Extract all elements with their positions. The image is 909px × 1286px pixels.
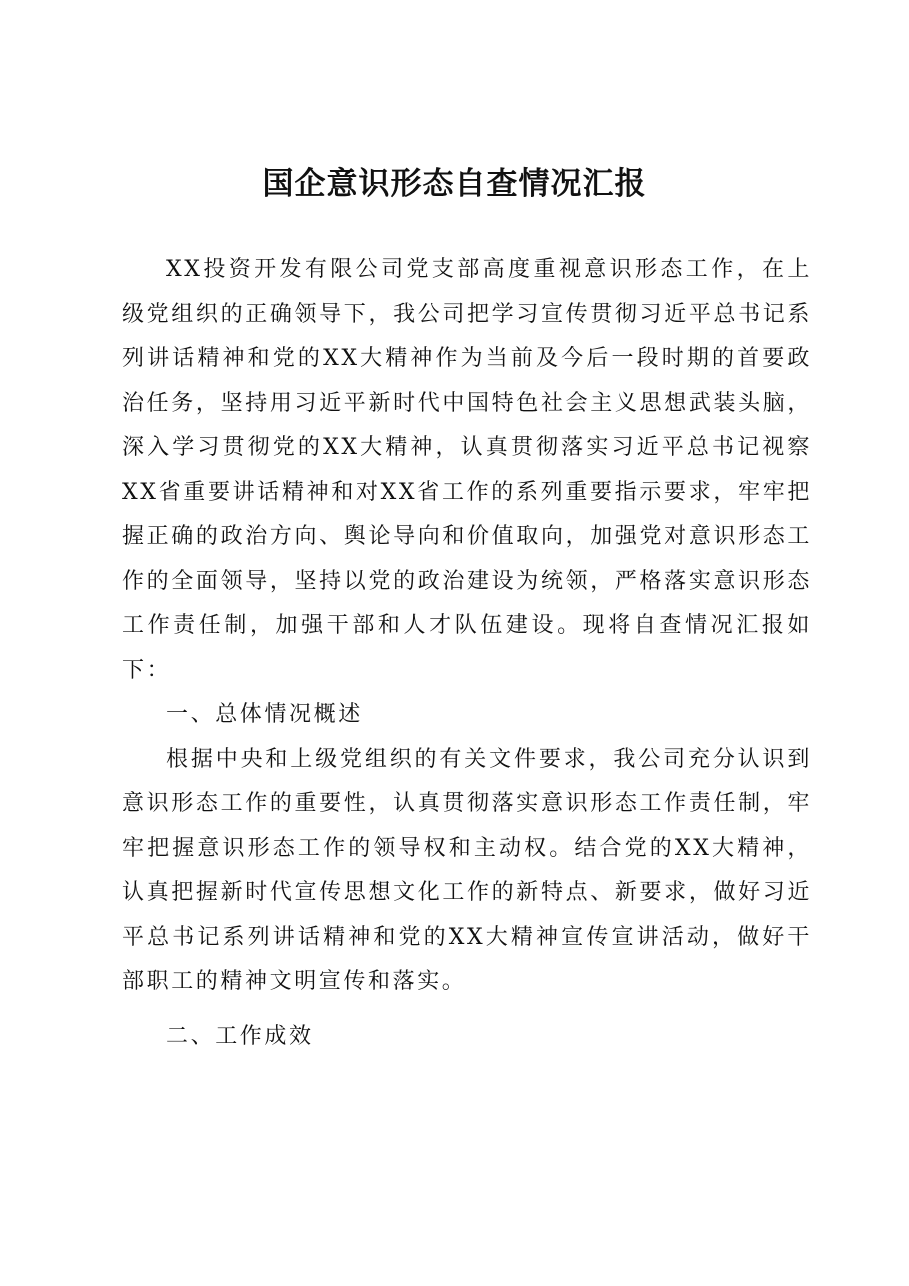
document-body xyxy=(122,248,812,1059)
section-heading-overview: 一、总体情况概述 xyxy=(166,702,363,727)
document-title: 国企意识形态自查情况汇报 xyxy=(262,166,647,202)
paragraph-overview: 根据中央和上级党组织的有关文件要求，我公司充分认识到意识形态工作的重要性，认真贯彻落实意识形态工作责任制，牢牢把握意识形态工作的领导权和主动权。结合党的XX大精神，认真把握新时代宣传思想文化工作的新特点、新要求，做好习近平总书记系列讲话精神和党的XX大精神宣传宣讲活动，做好干部职工的精神文明宣传和落实。 xyxy=(122,746,812,994)
section-heading-results: 二、工作成效 xyxy=(166,1023,314,1049)
paragraph-intro: XX投资开发有限公司党支部高度重视意识形态工作，在上级党组织的正确领导下，我公司把学习宣传贯彻习近平总书记系列讲话精神和党的XX大精神作为当前及今后一段时期的首要政治任务，坚持用习近平新时代中国特色社会主义思想武装头脑，深入学习贯彻党的XX大精神，认真贯彻落实习近平总书记视察XX省重要讲话精神和对XX省工作的系列重要指示要求，牢牢把握正确的政治方向、舆论导向和价值取向，加强党对意识形态工作的全面领导，坚持以党的政治建设为统领，严格落实意识形态工作责任制，加强干部和人才队伍建设。现将自查情况汇报如下： xyxy=(122,257,812,683)
